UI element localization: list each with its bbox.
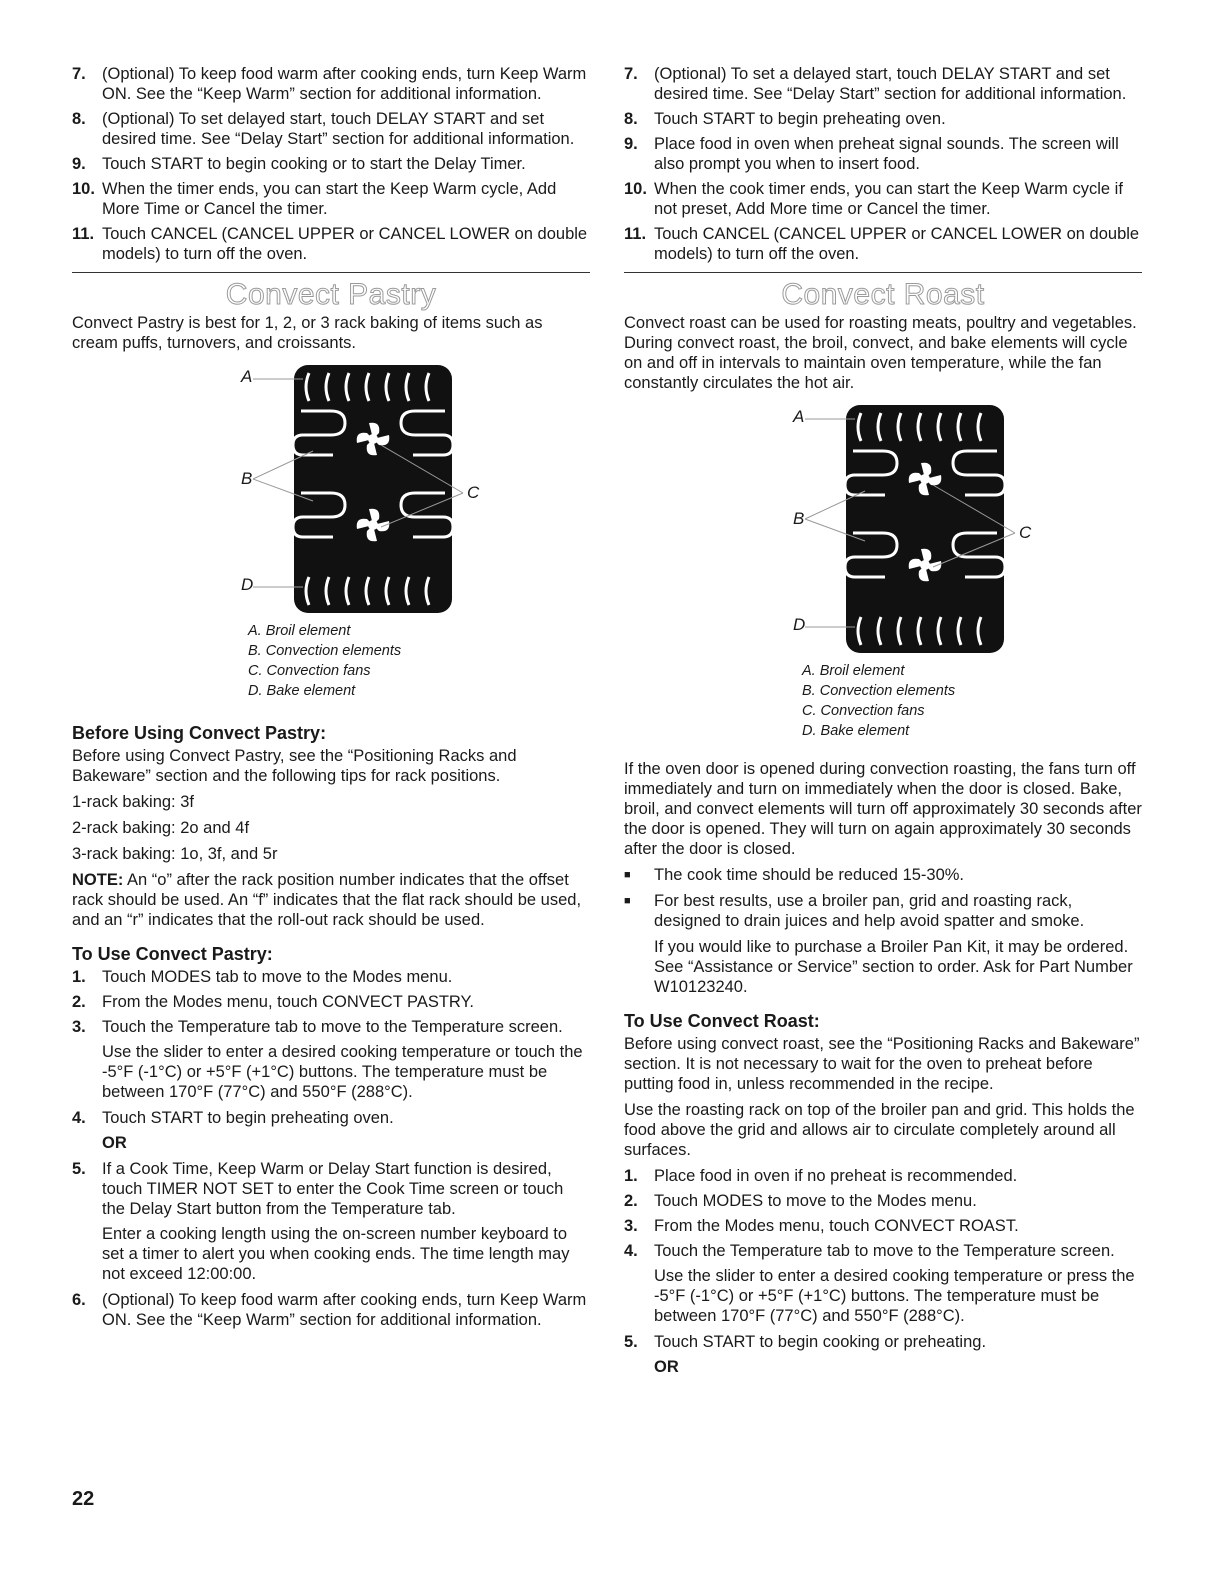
- section-title-convect-pastry: Convect Pastry: [225, 278, 437, 311]
- label-b: B: [241, 469, 253, 488]
- legend-item: B. Convection elements: [802, 683, 956, 699]
- list-item: 4. Touch START to begin preheating oven.: [72, 1109, 394, 1127]
- to-use-heading: To Use Convect Roast:: [624, 1011, 820, 1031]
- list-item: 9. Touch START to begin cooking or to start the Delay Timer.: [72, 155, 526, 173]
- bullet-square-icon: ■: [624, 869, 631, 881]
- list-item: 6. (Optional) To keep food warm after cooking ends, turn Keep Warm ON. See the “Keep Warm” section for additional information.: [72, 1291, 587, 1329]
- section-divider: [72, 272, 590, 273]
- section-title-convect-roast: Convect Roast: [781, 278, 985, 311]
- left-column: [72, 64, 590, 1335]
- list-item: 5. If a Cook Time, Keep Warm or Delay Start function is desired, touch TIMER NOT SET to enter the Cook Time screen or touch the Delay Start button from the Temperature tab.: [72, 1160, 564, 1218]
- bullet-square-icon: ■: [624, 895, 631, 907]
- oven-element-diagram: [733, 405, 1033, 655]
- list-item: 9. Place food in oven when preheat signal sounds. The screen will also prompt you when to insert food.: [624, 135, 1119, 173]
- to-use-text: Use the roasting rack on top of the broiler pan and grid. This holds the food above the grid and allows air to circulate completely around all surfaces.: [624, 1101, 1135, 1159]
- section-divider: [624, 272, 1142, 273]
- legend-item: D. Bake element: [802, 723, 910, 739]
- or-label: OR: [654, 1358, 679, 1376]
- to-use-text: Before using convect roast, see the “Positioning Racks and Bakeware” section. It is not necessary to wait for the oven to preheat before putting food in, unless recommended in the recipe.: [624, 1035, 1140, 1093]
- bullet-item: ■ For best results, use a broiler pan, grid and roasting rack, designed to drain juices and help avoid spatter and smoke.: [624, 892, 1085, 930]
- bullet-item: ■ The cook time should be reduced 15-30%.: [624, 866, 965, 884]
- before-using-heading: Before Using Convect Pastry:: [72, 723, 327, 743]
- list-item: 8. Touch START to begin preheating oven.: [624, 110, 946, 128]
- use-steps: [72, 967, 590, 1330]
- section-intro: Convect Pastry is best for 1, 2, or 3 rack baking of items such as cream puffs, turnovers, and croissants.: [72, 314, 543, 352]
- before-using-text: Before using Convect Pastry, see the “Positioning Racks and Bakeware” section and the following tips for rack positions.: [72, 747, 517, 785]
- oven-diagram-graphic: [733, 405, 1033, 655]
- list-item: 10. When the cook timer ends, you can start the Keep Warm cycle if not preset, Add More time or Cancel the timer.: [624, 180, 1123, 218]
- label-c: C: [467, 483, 480, 502]
- steps-continued: [624, 64, 1142, 264]
- or-label: OR: [102, 1134, 127, 1152]
- list-item: 10. When the timer ends, you can start the Keep Warm cycle, Add More Time or Cancel the timer.: [72, 180, 557, 218]
- to-use-heading: To Use Convect Pastry:: [72, 944, 273, 964]
- list-item: 5. Touch START to begin cooking or preheating.: [624, 1333, 987, 1351]
- door-paragraph: If the oven door is opened during convection roasting, the fans turn off immediately and turn on immediately when the door is closed. Bake, broil, and convect elements will turn off approximately 30 seconds after the door is opened. They will turn on again approximately 30 seconds after the door is closed.: [624, 760, 1142, 858]
- bullet-detail: If you would like to purchase a Broiler Pan Kit, it may be ordered. See “Assistance or Service” section to order. Ask for Part Number W10123240.: [654, 938, 1133, 996]
- label-a: A: [241, 367, 253, 386]
- legend-item: D. Bake element: [248, 683, 356, 699]
- legend-item: C. Convection fans: [802, 703, 925, 719]
- label-c: C: [1019, 523, 1032, 542]
- label-d: D: [793, 615, 806, 634]
- list-item: 7. (Optional) To set a delayed start, touch DELAY START and set desired time. See “Delay Start” section for additional information.: [624, 65, 1127, 103]
- list-item: 7. (Optional) To keep food warm after cooking ends, turn Keep Warm ON. See the “Keep Warm” section for additional information.: [72, 65, 587, 103]
- section-intro: Convect roast can be used for roasting meats, poultry and vegetables. During convect roast, the broil, convect, and bake elements will cycle on and off in intervals to maintain oven temperature, while the fan constantly circulates the hot air.: [624, 314, 1137, 392]
- step-detail: Use the slider to enter a desired cooking temperature or touch the -5°F (-1°C) or +5°F (+1°C) buttons. The temperature must be between 170°F (77°C) and 550°F (288°C).: [102, 1043, 583, 1101]
- list-item: 11. Touch CANCEL (CANCEL UPPER or CANCEL LOWER on double models) to turn off the oven.: [72, 225, 588, 263]
- note-label: NOTE:: [72, 871, 124, 889]
- step-detail: Enter a cooking length using the on-screen number keyboard to set a timer to alert you when cooking ends. The time length may not exceed 12:00:00.: [102, 1225, 570, 1283]
- list-item: 2. From the Modes menu, touch CONVECT PASTRY.: [72, 993, 475, 1011]
- step-detail: Use the slider to enter a desired cooking temperature or press the -5°F (-1°C) or +5°F (+1°C) buttons. The temperature must be between 170°F (77°C) and 550°F (288°C).: [654, 1267, 1135, 1325]
- list-item: 4. Touch the Temperature tab to move to the Temperature screen.: [624, 1242, 1115, 1260]
- label-a: A: [793, 407, 805, 426]
- note-paragraph: [72, 870, 590, 930]
- oven-element-diagram: [181, 365, 481, 615]
- label-d: D: [241, 575, 254, 594]
- diagram-legend: [72, 621, 590, 701]
- list-item: 1. Place food in oven if no preheat is recommended.: [624, 1167, 1018, 1185]
- rack-tip: 1-rack baking: 3f: [72, 793, 194, 811]
- list-item: 1. Touch MODES tab to move to the Modes menu.: [72, 968, 453, 986]
- use-steps: [624, 1166, 1142, 1377]
- legend-item: C. Convection fans: [248, 663, 371, 679]
- diagram-legend: [624, 661, 1142, 741]
- steps-continued: [72, 64, 590, 264]
- right-column: [624, 64, 1142, 1383]
- page-number: 22: [72, 1488, 95, 1510]
- list-item: 8. (Optional) To set delayed start, touch DELAY START and set desired time. See “Delay Start” section for additional information.: [72, 110, 575, 148]
- list-item: 3. Touch the Temperature tab to move to the Temperature screen.: [72, 1018, 563, 1036]
- label-b: B: [793, 509, 805, 528]
- list-item: 3. From the Modes menu, touch CONVECT ROAST.: [624, 1217, 1019, 1235]
- legend-item: A. Broil element: [802, 663, 905, 679]
- legend-item: B. Convection elements: [248, 643, 402, 659]
- oven-diagram-graphic: [181, 365, 481, 615]
- legend-item: A. Broil element: [248, 623, 351, 639]
- list-item: 11. Touch CANCEL (CANCEL UPPER or CANCEL LOWER on double models) to turn off the oven.: [624, 225, 1140, 263]
- rack-tip: 3-rack baking: 1o, 3f, and 5r: [72, 845, 278, 863]
- note-text: An “o” after the rack position number indicates that the offset rack should be used. An “f” indicates that the flat rack should be used, and an “r” indicates that the roll-out rack should be used.: [72, 871, 582, 929]
- list-item: 2. Touch MODES to move to the Modes menu.: [624, 1192, 977, 1210]
- rack-tip: 2-rack baking: 2o and 4f: [72, 819, 250, 837]
